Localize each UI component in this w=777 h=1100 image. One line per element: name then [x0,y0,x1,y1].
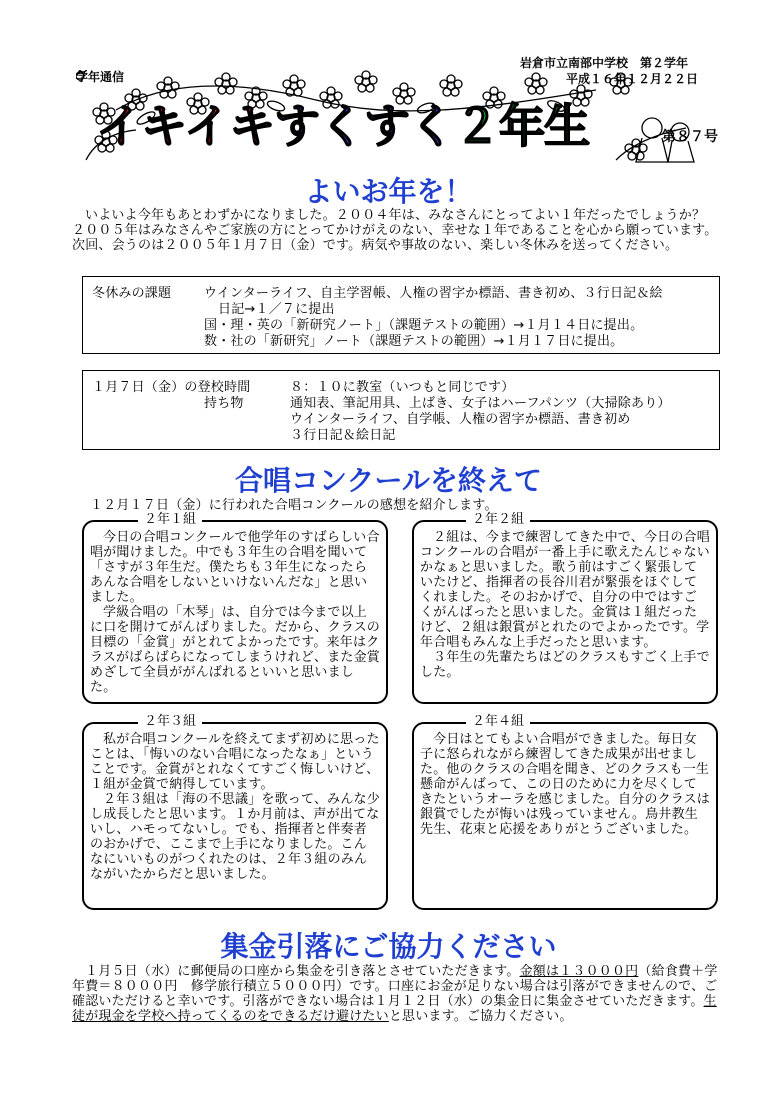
school-day-time: ８：１０に教室（いつもと同じです） [290,380,515,395]
issue-date: 平成１６年１２月２２日 [566,72,699,86]
payment-body [72,964,722,1024]
issue-number: 第８７号 [662,129,718,145]
payment-request: 生徒が現金を学校へ持ってくるのをできるだけ避けたい [72,994,717,1024]
title-part-3: ２年生 [454,99,590,153]
chorus-title: 合唱コンクールを終えて [235,464,542,497]
greeting-title: よいお年を！ [304,175,473,208]
payment-text-1: １月５日（水）に郵便局の口座から集金を引き落とさせていただきます。 [85,964,520,979]
items-line-1: 通知表、筆記用具、上ばき、女子はハーフパンツ（大掃除あり） [290,396,671,411]
class3-label: ２年３組 [138,715,202,729]
class3-comment [90,732,380,882]
class2-comment [420,530,710,680]
payment-title: 集金引落にご協力ください [220,930,557,963]
homework-line-4: 数・社の「新研究」ノート（課題テストの範囲）→１月１７日に提出。 [204,334,624,349]
items-line-3: ３行日記＆絵日記 [290,428,396,443]
payment-text-2: （給食費＋学年費＝８０００円 修学旅行積立５０００円）です。口座にお金が足りない場合は引落ができませんので、ご確認いただけると幸いです。引落ができない場合は１月１２日（水）の集金日に集金させていただきます。 [72,964,718,1009]
payment-amount: 金額は１３０００円 [519,964,639,979]
greeting-text: いよいよ今年もあとわずかになりました。２００４年は、みなさんにとってよい１年だったでしょうか？ ２００５年はみなさんやご家族の方にとってかけがえのない、幸せな１年であることを心から願っています。次回、会うのは２００５年１月７日（金）です。病気や事故のない、楽しい冬休みを送ってください。 [72,208,719,253]
chorus-intro: １２月１７日（金）に行われた合唱コンクールの感想を紹介します。 [90,498,498,513]
children-illustration [636,118,694,162]
class2-label: ２年２組 [466,513,530,527]
items-line-2: ウインターライフ、自学帳、人権の習字か標語、書き初め [290,412,631,427]
class3-paragraph-1: 私が合唱コンクールを終えてまず初めに思ったことは、「悔いのない合唱になったなぁ」ということです。金賞がとれなくてすごく悔しいけど、１組が金賞で納得しています。 [90,732,380,792]
school-name: 岩倉市立南部中学校 第２学年 [520,56,689,70]
class4-comment [420,732,710,837]
title-part-2: すくすく [274,99,455,153]
class2-paragraph-2: ３年生の先輩たちはどのクラスもすごく上手でした。 [420,650,710,680]
flower-icon [76,70,87,80]
homework-line-3: 国・理・英の「新研究ノート」（課題テストの範囲）→１月１４日に提出。 [204,318,644,333]
newsletter-title [96,100,589,152]
newsletter-label: 学年通信 [76,70,125,84]
class1-label: ２年１組 [138,513,202,527]
homework-line-2: 日記→１／７に提出 [218,302,335,317]
items-label: 持ち物 [204,396,244,411]
homework-line-1: ウインターライフ、自主学習帳、人権の習字か標語、書き初め、３行日記＆絵 [204,286,663,301]
class1-paragraph-1: 今日の合唱コンクールで他学年のすばらしい合唱が聞けました。中でも３年生の合唱を聞いて「さすが３年生だ。僕たちも３年生になったらあんな合唱をしないといけないんだな」と思いました。 [90,530,380,605]
title-part-1: イキイキ [96,99,275,153]
payment-text-3: と思います。ご協力ください。 [388,1009,573,1024]
school-day-date-label: １月７日（金）の登校時間 [92,380,251,395]
greeting-body [72,208,722,253]
class4-paragraph-1: 今日はとてもよい合唱ができました。毎日女子に怒られながら練習してきた成果が出せました。他のクラスの合唱を聞き、どのクラスも一生懸命がんばって、この日のために力を尽くしてきたというオーラを感じました。自分のクラスは銀賞でしたが悔いは残っていません。鳥井教生先生、花束と応援をありがとうございました。 [420,732,711,837]
homework-label: 冬休みの課題 [92,286,172,301]
class4-label: ２年４組 [466,715,530,729]
class1-comment [90,530,380,695]
class2-paragraph-1: ２組は、今まで練習してきた中で、今日の合唱コンクールの合唱が一番上手に歌えたんじゃないかなぁと思いました。歌う前はすごく緊張していたけど、指揮者の長谷川君が緊張をほぐしてくれました。そのおかげで、自分の中ではすごくがんばったと思いました。金賞は１組だったけど、２組は銀賞がとれたのでよかったです。学年合唱もみんな上手だったと思います。 [420,530,710,650]
class3-paragraph-2: ２年３組は「海の不思議」を歌って、みんな少し成長したと思います。１か月前は、声が出てないし、ハモってないし。でも、指揮者と伴奏者のおかげで、ここまで上手になりました。こんなにいいものがつくれたのは、２年３組のみんながいたからだと思いました。 [90,792,380,882]
class1-paragraph-2: 学級合唱の「木琴」は、自分では今まで以上に口を開けてがんばりました。だから、クラスの目標の「金賞」がとれてよかったです。来年はクラスがばらばらになってしまうけれど、また金賞めざして全員ががんばれるといいと思いました。 [90,605,381,695]
